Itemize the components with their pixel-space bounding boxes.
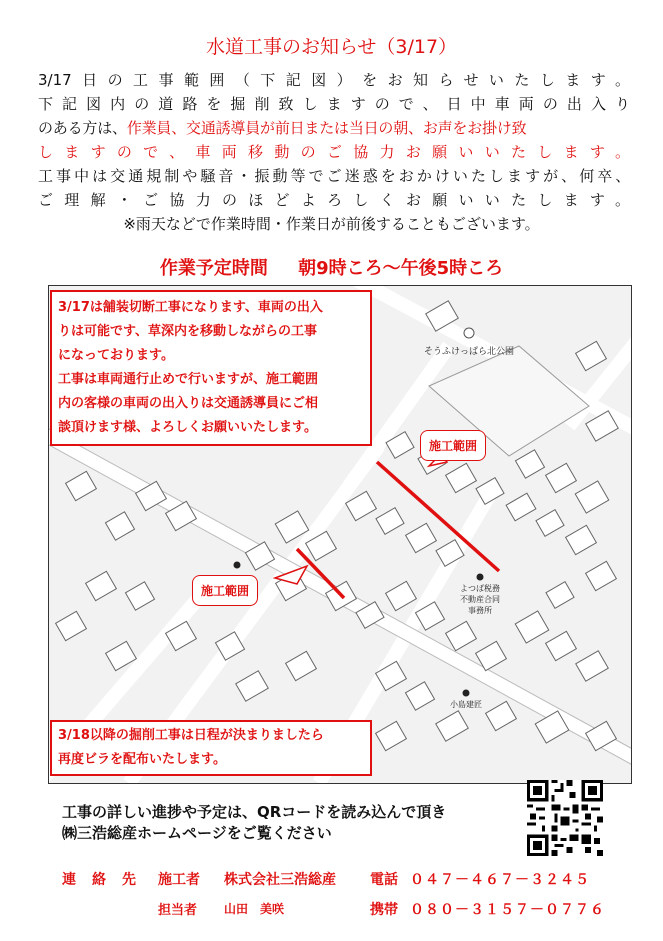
notice-box-bottom — [50, 720, 372, 776]
callout-construction-range-a: 施工範囲 — [420, 430, 486, 461]
callout-construction-range-b: 施工範囲 — [192, 575, 258, 606]
notice-bottom-line-1: 3/18以降の掘削工事は日程が決まりましたら — [58, 728, 324, 743]
contractor-label: 施工者 — [158, 872, 200, 888]
office-label-3: 事務所 — [468, 606, 492, 615]
contractor-name: 株式会社三浩総産 — [224, 872, 336, 888]
contact-label: 連 絡 先 — [62, 872, 137, 888]
poi-marker-icon — [234, 562, 241, 569]
notice-top-line-6: 談頂けます様、よろしくお願いいたします。 — [58, 420, 317, 435]
notice-top-line-4: 工事は車両通行止めで行いますが、施工範囲 — [58, 372, 319, 387]
notice-top-line-1: 3/17は舗装切断工事になります、車両の出入 — [58, 300, 323, 315]
person-name: 山田 美咲 — [224, 902, 285, 916]
office-label-1: よつば税務 — [460, 584, 500, 593]
body-line-5: 工事中は交通規制や騒音・振動等でご迷惑をおかけいたしますが、何卒、 — [38, 167, 630, 185]
body-line-3-a: のある方は、 — [38, 119, 127, 137]
person-label: 担当者 — [158, 903, 198, 918]
park-marker-icon — [464, 328, 474, 338]
mobile-number[interactable]: ０８０－３１５７－０７７６ — [410, 902, 605, 918]
body-line-3-b: 作業員、交通誘導員が前日または当日の朝、お声をお掛け致 — [126, 119, 527, 137]
body-line-3 — [38, 116, 630, 140]
body-line-7: ※雨天などで作業時間・作業日が前後することもございます。 — [123, 215, 540, 233]
qr-code-icon[interactable] — [527, 780, 603, 856]
notice-bottom-line-2: 再度ビラを配布いたします。 — [58, 752, 226, 767]
schedule — [0, 254, 663, 280]
mobile-label: 携帯 — [370, 902, 398, 918]
park-label: そうふけっぱら北公園 — [423, 347, 515, 357]
office-label-2: 不動産合同 — [460, 595, 500, 604]
tel-number[interactable]: ０４７－４６７－３２４５ — [410, 872, 590, 888]
body-line-2: 下記図内の道路を掘削致しますので、日中車両の出入り — [38, 95, 630, 113]
body-line-1: 3/17日の工事範囲（下記図）をお知らせいたします。 — [38, 71, 630, 89]
notice-top-line-2: りは可能です、草深内を移動しながらの工事 — [58, 324, 317, 339]
notice-box-top — [50, 290, 372, 446]
schedule-time: 朝9時ころ～午後5時ころ — [298, 258, 504, 279]
schedule-label: 作業予定時間 — [159, 258, 268, 279]
footer-line-2: ㈱三浩総産ホームページをご覧ください — [62, 824, 332, 842]
body-line-6: ご理解・ご協力のほどよろしくお願いいたします。 — [38, 191, 630, 209]
tel-label: 電話 — [370, 872, 398, 888]
body-line-4: しますので、車両移動のご協力お願いいたします。 — [38, 143, 630, 161]
footer-line-1: 工事の詳しい進捗や予定は、QRコードを読み込んで頂き — [62, 803, 447, 821]
office-marker-icon — [477, 574, 484, 581]
notice-top-line-3: になっております。 — [58, 348, 174, 363]
kojima-marker-icon — [463, 690, 470, 697]
notice-top-line-5: 内の客様の車両の出入りは交通誘導員にご相 — [58, 396, 319, 411]
kojima-label: 小島建匠 — [450, 700, 482, 709]
page-title: 水道工事のお知らせ（3/17） — [205, 36, 458, 58]
